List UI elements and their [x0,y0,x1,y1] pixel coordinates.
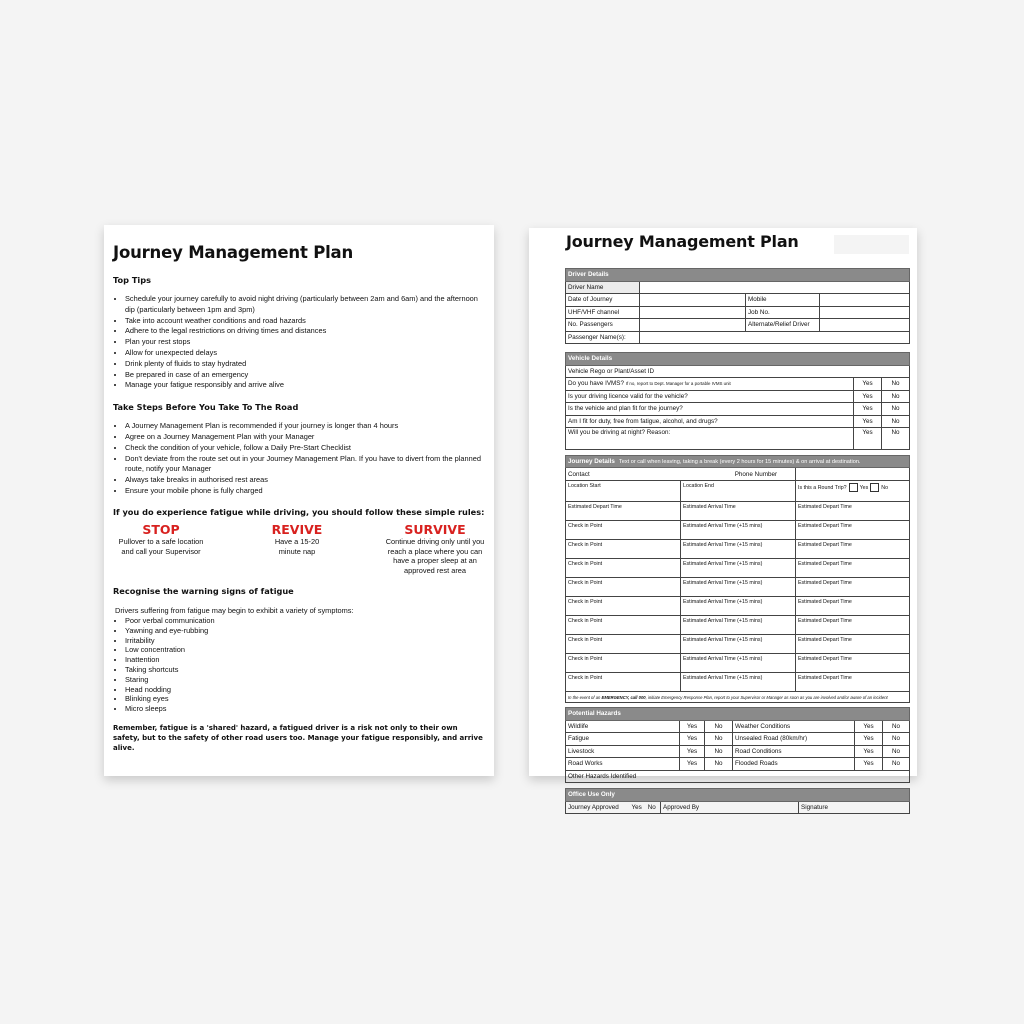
check-in-field[interactable]: Check in Point [566,616,681,635]
depart-time-field[interactable]: Estimated Depart Time [566,502,681,521]
form-page [529,228,917,811]
question-licence: Is your driving licence valid for the vehicle? [566,390,854,403]
list-item: • Schedule your journey carefully to avoid night driving (particularly between 2am and 6am) and the afternoon dip (particularly between 1pm and 3pm) [125,294,485,316]
round-trip-field[interactable]: Is this a Round Trip? Yes No [796,481,910,502]
alternate-driver-field[interactable] [820,319,910,332]
hazard-label: Wildlife [566,720,680,733]
fatigue-heading: If you do experience fatigue while driving, you should follow these simple rules: [113,506,485,517]
no-option[interactable]: No [883,745,910,758]
hazard-label: Unsealed Road (80km/hr) [733,733,855,746]
field-label: Alternate/Relief Driver [746,319,820,332]
yes-option[interactable]: Yes [855,745,883,758]
steps-heading: Take Steps Before You Take To The Road [113,402,299,413]
yes-option[interactable]: Yes [853,378,881,391]
arrival-time-field[interactable]: Estimated Arrival Time (+15 mins) [681,597,796,616]
yes-option[interactable]: Yes [853,403,881,416]
office-use-table [565,788,910,814]
depart-time-field[interactable]: Estimated Depart Time [796,635,910,654]
arrival-time-field[interactable]: Estimated Arrival Time (+15 mins) [681,673,796,692]
section-heading: Office Use Only [566,789,910,802]
arrival-time-field[interactable]: Estimated Arrival Time (+15 mins) [681,616,796,635]
field-label: No. Passengers [566,319,640,332]
list-item: • Ensure your mobile phone is fully charged [125,486,485,497]
list-item: • Irritability [125,636,485,646]
depart-time-field[interactable]: Estimated Depart Time [796,673,910,692]
field-label: Driver Name [566,281,640,294]
hazard-label: Road Conditions [733,745,855,758]
depart-time-field[interactable]: Estimated Depart Time [796,521,910,540]
question-fit-duty: Am I fit for duty, free from fatigue, alcohol, and drugs? [566,415,854,428]
mobile-field[interactable] [820,294,910,307]
rule-title: SURVIVE [404,521,466,537]
driver-details-table [565,268,910,344]
no-option[interactable]: No [705,733,733,746]
journey-details-table [565,455,910,703]
driver-name-field[interactable] [640,281,910,294]
yes-option[interactable]: Yes [680,745,705,758]
top-tips-list [113,294,485,391]
section-heading: Potential Hazards [566,708,910,721]
list-item: • Taking shortcuts [125,665,485,675]
depart-time-field[interactable]: Estimated Depart Time [796,654,910,673]
vehicle-rego-field[interactable]: Vehicle Rego or Plant/Asset ID [566,365,910,378]
list-item: • Be prepared in case of an emergency [125,370,485,381]
fatigue-rules [113,523,485,576]
field-label: Journey Approved [566,801,630,814]
hazard-label: Road Works [566,758,680,771]
rule-text: Pullover to a safe location and call your Supervisor [118,536,204,556]
list-item: • Staring [125,675,485,685]
rule-title: STOP [142,521,180,537]
yes-option[interactable]: Yes [680,733,705,746]
no-option[interactable]: No [883,758,910,771]
no-option[interactable]: No [883,733,910,746]
top-tips-heading: Top Tips [113,275,151,285]
list-item: • Blinking eyes [125,694,485,704]
emergency-note: In the event of an EMERGENCY, call 000, initiate Emergency Response Plan, report to your Supervisor or Manager as soon as you are involved and/or aware of an incident [566,692,910,703]
arrival-time-field[interactable]: Estimated Arrival Time (+15 mins) [681,635,796,654]
question-ivms: Do you have IVMS? If no, report to Dept. Manager for a portable IVMS unit [566,378,854,391]
check-in-field[interactable]: Check in Point [566,597,681,616]
field-label: Date of Journey [566,294,640,307]
list-item: • Inattention [125,655,485,665]
no-option[interactable]: No [705,720,733,733]
approved-by-field[interactable]: Approved By [661,801,799,814]
location-start-field[interactable]: Location Start [566,481,681,502]
hazard-label: Weather Conditions [733,720,855,733]
signature-field[interactable]: Signature [799,801,910,814]
arrival-time-field[interactable]: Estimated Arrival Time (+15 mins) [681,521,796,540]
form-title: Journey Management Plan [566,232,799,251]
rule-survive [385,523,485,576]
field-label: Job No. [746,306,820,319]
section-heading: Vehicle Details [566,353,910,366]
list-item: • Micro sleeps [125,704,485,714]
no-option[interactable]: No [881,415,909,428]
no-option[interactable]: No [881,403,909,416]
yes-option[interactable]: Yes [855,733,883,746]
symptoms-list [113,616,485,714]
other-hazards-field[interactable]: Other Hazards Identified [566,770,910,783]
section-heading: Driver Details [566,269,910,282]
yes-option[interactable]: Yes [853,415,881,428]
page-title: Journey Management Plan [113,243,354,262]
hazard-label: Livestock [566,745,680,758]
list-item: • Don't deviate from the route set out in your Journey Management Plan. If you have to divert from the planned route, notify your Manager [125,454,485,476]
depart-time-field[interactable]: Estimated Depart Time [796,559,910,578]
vehicle-details-table [565,352,910,450]
list-item: • Yawning and eye-rubbing [125,626,485,636]
check-in-field[interactable]: Check in Point [566,578,681,597]
list-item: • Allow for unexpected delays [125,348,485,359]
yes-option[interactable]: Yes [853,428,881,450]
arrival-time-field[interactable]: Estimated Arrival Time [681,502,796,521]
list-item: • A Journey Management Plan is recommended if your journey is longer than 4 hours [125,421,485,432]
list-item: • Adhere to the legal restrictions on driving times and distances [125,326,485,337]
arrival-time-field[interactable]: Estimated Arrival Time (+15 mins) [681,559,796,578]
no-option[interactable]: No [881,428,909,450]
list-item: • Head nodding [125,685,485,695]
list-item: • Poor verbal communication [125,616,485,626]
passenger-names-field[interactable] [640,331,910,344]
hazard-label: Flooded Roads [733,758,855,771]
uhf-field[interactable] [640,306,746,319]
warning-heading: Recognise the warning signs of fatigue [113,585,294,596]
contact-field[interactable]: Contact Phone Number [566,468,796,481]
warning-intro: Drivers suffering from fatigue may begin to exhibit a variety of symptoms: [115,605,354,615]
yes-option[interactable]: Yes [680,758,705,771]
no-option[interactable]: No [883,720,910,733]
list-item: • Plan your rest stops [125,337,485,348]
no-option[interactable]: No [705,745,733,758]
logo-placeholder [834,235,909,254]
journey-form [565,268,910,818]
question-vehicle-fit: Is the vehicle and plan fit for the journey? [566,403,854,416]
info-page [104,225,494,776]
arrival-time-field[interactable]: Estimated Arrival Time (+15 mins) [681,540,796,559]
yes-option[interactable]: Yes [680,720,705,733]
closing-note: Remember, fatigue is a 'shared' hazard, a fatigued driver is a risk not only to their own safety, but to the safety of other road users too. Manage your fatigue responsibly, and arrive alive. [113,723,483,752]
depart-time-field[interactable]: Estimated Depart Time [796,597,910,616]
rule-title: REVIVE [271,521,323,537]
rule-text: Have a 15-20 minute nap [274,536,320,556]
no-option[interactable]: No [644,801,661,814]
list-item: • Take into account weather conditions and road hazards [125,316,485,327]
yes-option[interactable]: Yes [855,758,883,771]
check-in-field[interactable]: Check in Point [566,540,681,559]
job-field[interactable] [820,306,910,319]
rule-revive [264,523,330,576]
depart-time-field[interactable]: Estimated Depart Time [796,540,910,559]
list-item: • Always take breaks in authorised rest areas [125,475,485,486]
no-option[interactable]: No [881,390,909,403]
rule-stop [113,523,209,576]
depart-time-field[interactable]: Estimated Depart Time [796,578,910,597]
list-item: • Manage your fatigue responsibly and arrive alive [125,380,485,391]
depart-time-field[interactable]: Estimated Depart Time [796,616,910,635]
phone-field[interactable] [796,468,910,481]
field-label: Passenger Name(s): [566,331,640,344]
question-night[interactable]: Will you be driving at night? Reason: [566,428,854,450]
list-item: • Drink plenty of fluids to stay hydrated [125,359,485,370]
checkbox-yes[interactable] [849,483,858,492]
arrival-time-field[interactable]: Estimated Arrival Time (+15 mins) [681,654,796,673]
list-item: • Agree on a Journey Management Plan with your Manager [125,432,485,443]
check-in-field[interactable]: Check in Point [566,635,681,654]
check-in-field[interactable]: Check in Point [566,559,681,578]
no-option[interactable]: No [705,758,733,771]
yes-option[interactable]: Yes [630,801,644,814]
list-item: • Check the condition of your vehicle, follow a Daily Pre-Start Checklist [125,443,485,454]
yes-option[interactable]: Yes [855,720,883,733]
field-label: UHF/VHF channel [566,306,640,319]
check-in-field[interactable]: Check in Point [566,654,681,673]
depart-time-field[interactable]: Estimated Depart Time [796,502,910,521]
no-option[interactable]: No [881,378,909,391]
steps-list [113,421,485,497]
check-in-field[interactable]: Check in Point [566,673,681,692]
date-field[interactable] [640,294,746,307]
list-item: • Low concentration [125,645,485,655]
hazards-table [565,707,910,783]
field-label: Mobile [746,294,820,307]
yes-option[interactable]: Yes [853,390,881,403]
check-in-field[interactable]: Check in Point [566,521,681,540]
passengers-field[interactable] [640,319,746,332]
arrival-time-field[interactable]: Estimated Arrival Time (+15 mins) [681,578,796,597]
checkbox-no[interactable] [870,483,879,492]
section-heading: Journey Details Text or call when leaving, taking a break (every 2 hours for 15 minutes) & on arrival at destination. [566,456,910,468]
hazard-label: Fatigue [566,733,680,746]
rule-text: Continue driving only until you reach a place where you can have a proper sleep at an approved rest area [385,536,485,576]
location-end-field[interactable]: Location End [681,481,796,502]
